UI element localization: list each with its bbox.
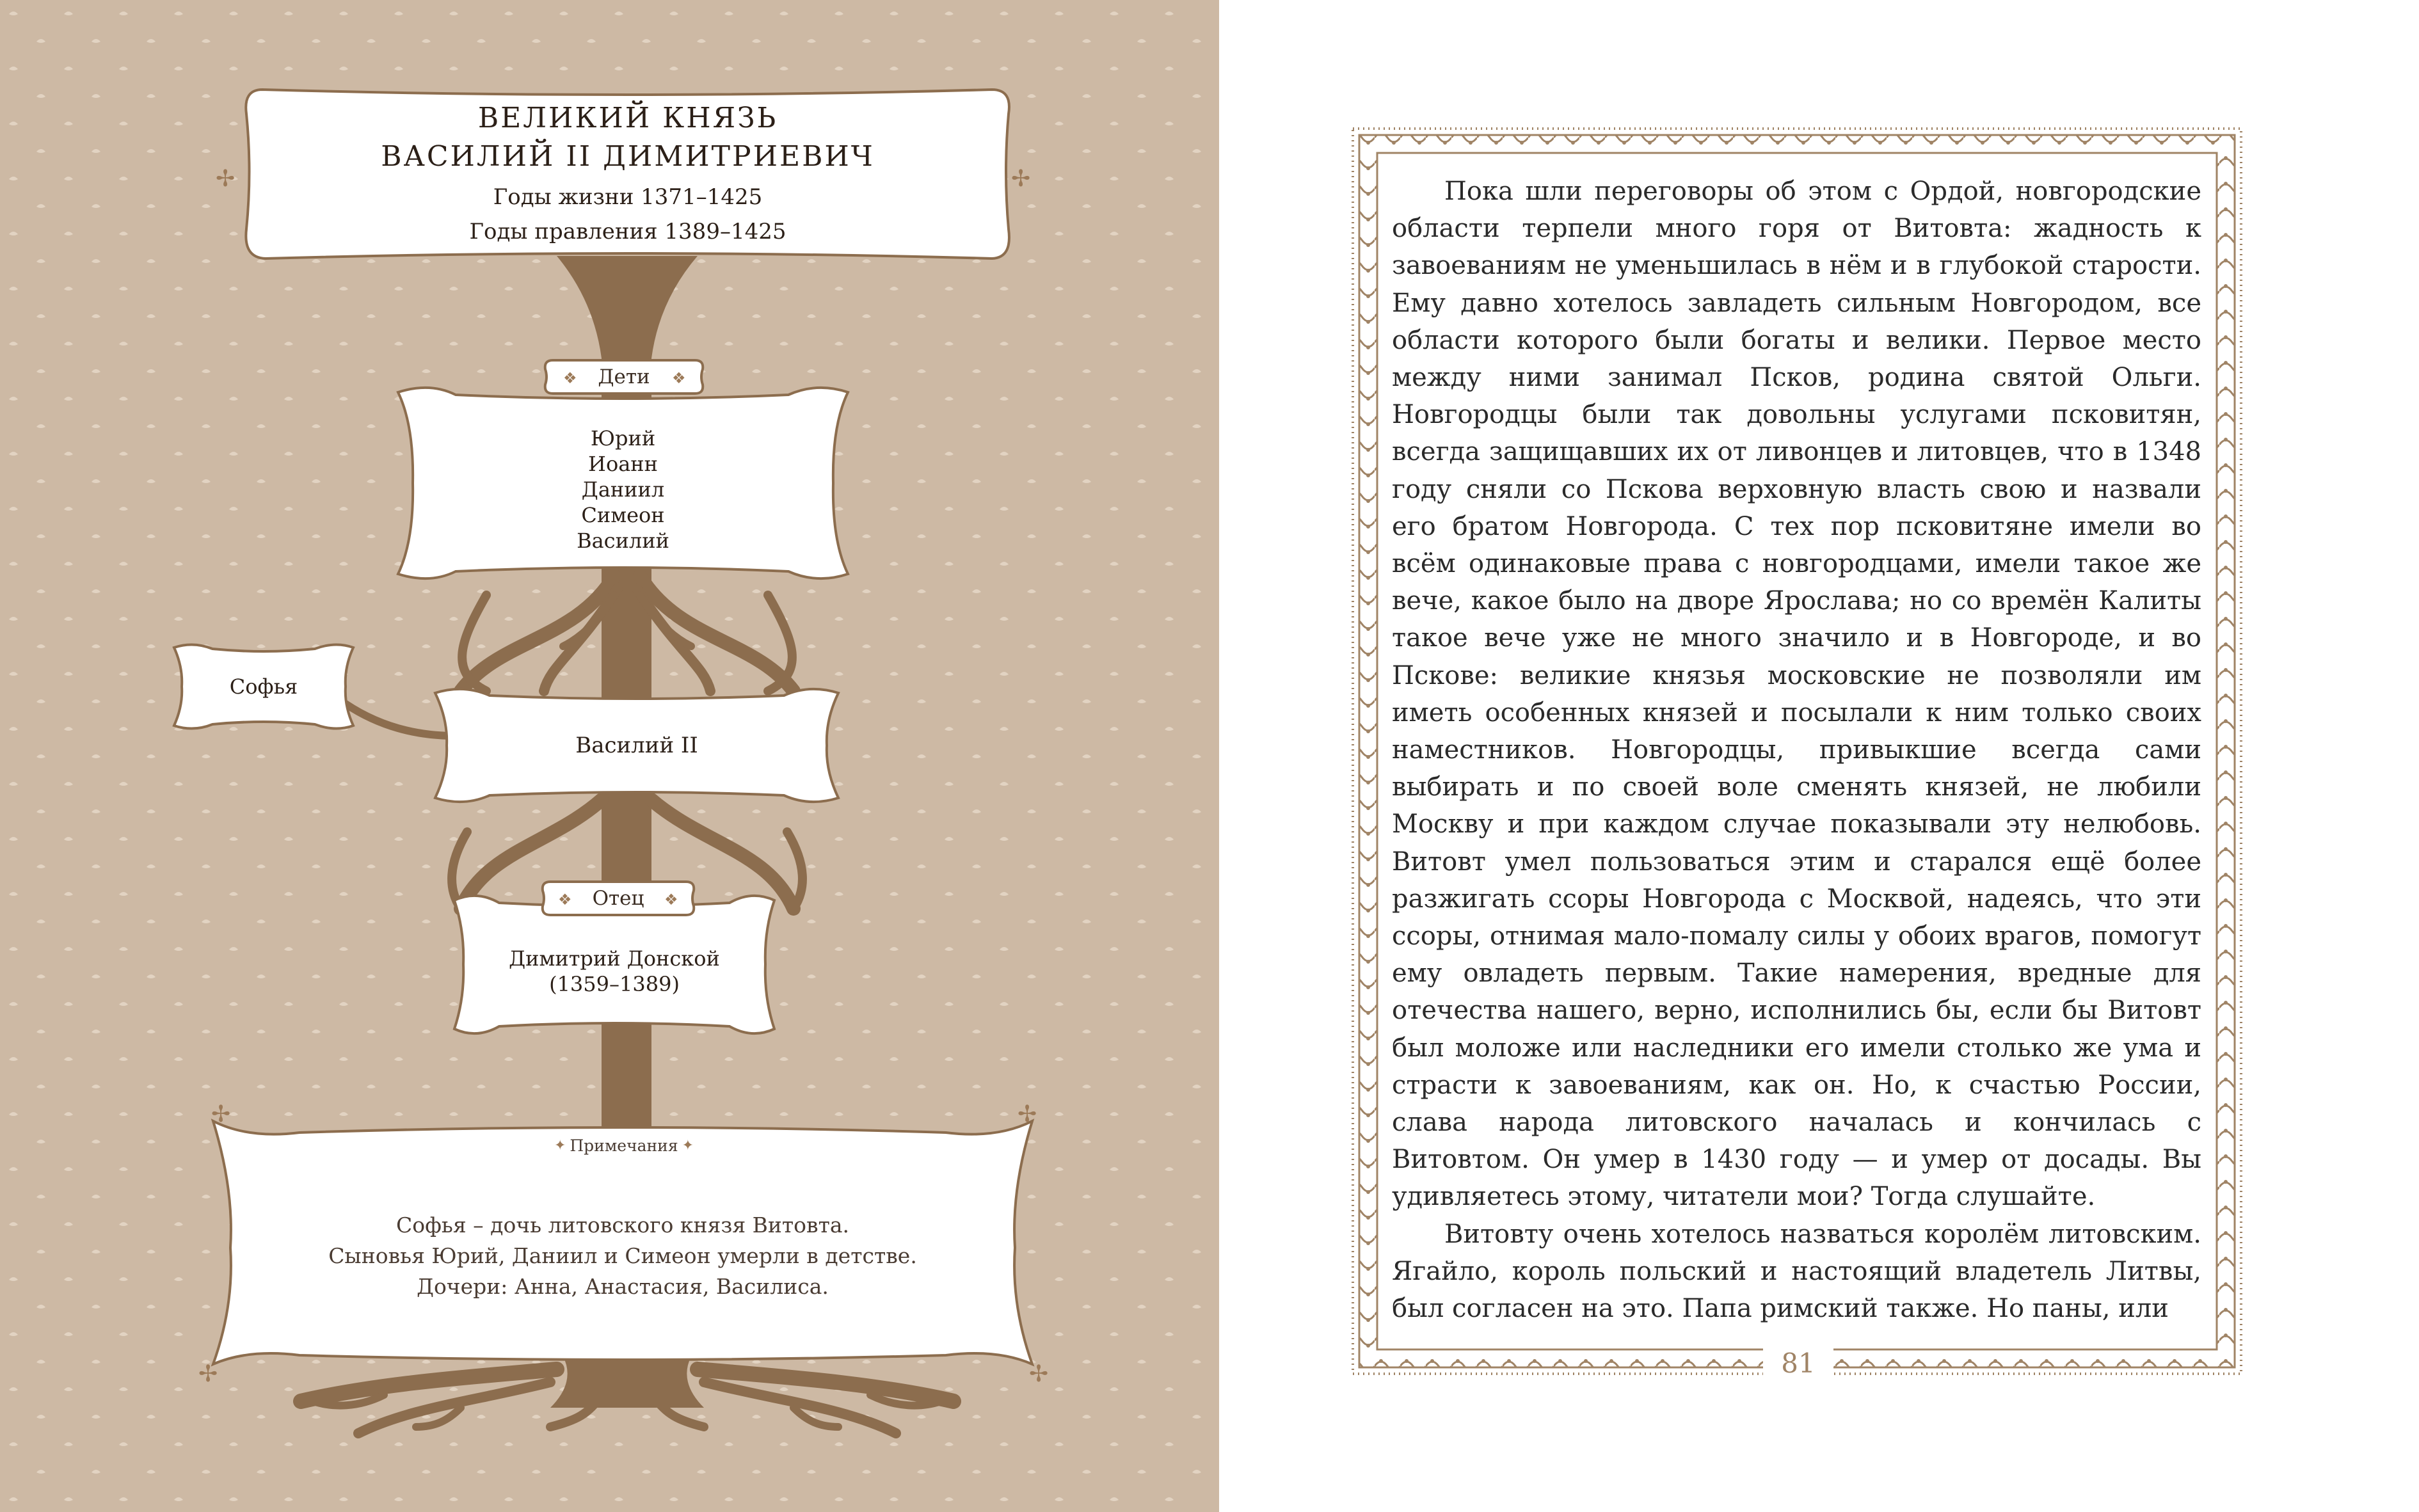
svg-text:❖: ❖ (664, 891, 678, 909)
self-name: Василий II (575, 733, 698, 758)
svg-text:❖: ❖ (563, 369, 577, 387)
notes-label-row (544, 1133, 704, 1158)
children-box (392, 374, 854, 592)
self-box (429, 681, 845, 809)
cross-ornament-icon: ✢ (198, 1361, 218, 1387)
cross-ornament-icon: ✢ (1011, 166, 1031, 192)
diamond-ornament-icon: ✦ (554, 1137, 566, 1154)
cross-ornament-icon: ✢ (1029, 1361, 1049, 1387)
wife-name: Софья (229, 674, 298, 699)
cross-ornament-icon: ✢ (211, 1101, 231, 1127)
child-name: Юрий (590, 426, 656, 450)
notes-label: Примечания (570, 1136, 678, 1155)
years-of-life: Годы жизни 1371–1425 (493, 184, 763, 210)
note-line: Сыновья Юрий, Даниил и Симеон умерли в детстве. (328, 1243, 917, 1268)
children-label-tag (539, 355, 709, 399)
title-scroll (237, 82, 1019, 266)
article-text (1392, 173, 2201, 1327)
cross-ornament-icon: ✢ (216, 166, 236, 192)
note-line: Дочери: Анна, Анастасия, Василиса. (417, 1273, 829, 1299)
wife-box (168, 639, 360, 735)
diamond-ornament-icon: ✦ (682, 1137, 694, 1154)
father-name: Димитрий Донской (509, 946, 720, 971)
child-name: Симеон (581, 503, 665, 527)
children-label: Дети (598, 365, 650, 388)
child-name: Даниил (581, 477, 665, 502)
cross-ornament-icon: ✢ (1018, 1101, 1037, 1127)
father-label-tag (536, 877, 700, 920)
svg-text:❖: ❖ (558, 891, 572, 909)
paragraph: Пока шли переговоры об этом с Ордой, новгородские области терпели много горя от Витовта: жадность к завоеваниям не уменьшилась в нём и в глубокой старости. Ему давно хотелось завладеть сильным Новгородом, все области которого были богаты и велики. Первое место между ними занимал Псков, родина святой Ольги. Новгородцы были так довольны услугами псковитян, всегда защищавших их от ливонцев и литовцев, что в 1348 году сняли со Пскова верховную власть свою и назвали его братом Новгорода. С тех пор псковитяне имели во всём одинаковые права с новгородцами, имели такое же вече, какое было на дворе Ярослава; но со времён Калиты такое вече уже не много значило и в Новгороде, и во Пскове: великие князья московские не позволяли им иметь особенных князей и посылали к ним только своих наместников. Новгородцы, привыкшие всегда сами выбирать и по своей воле сменять князей, не любили Москву и при каждом случае показывали эту нелюбовь. Витовт умел пользоваться этим и старался ещё более разжигать ссоры Новгорода с Москвой, надеясь, что эти ссоры, отнимая мало-помалу силы у обоих врагов, помогут ему овладеть первым. Такие намерения, вредные для отечества нашего, верно, исполнились бы, если бы Витовт был моложе или наследники его имели столько же ума и страсти к завоеваниям, как он. Но, к счастью России, слава народа литовского началась и кончилась с Витовтом. Он умер в 1430 году — и умер от досады. Вы удивляетесь этому, читатели мои? Тогда слушайте. (1392, 177, 2201, 1212)
years-of-reign: Годы правления 1389–1425 (469, 219, 786, 244)
ruler-title-line2: ВАСИЛИЙ II ДИМИТРИЕВИЧ (381, 140, 875, 173)
father-label: Отец (592, 887, 644, 910)
note-line: Софья – дочь литовского князя Витовта. (395, 1212, 850, 1237)
paragraph: Витовту очень хотелось назваться королём литовским. Ягайло, король польский и настоящий владетель Литвы, был согласен на это. Папа римский также. Но паны, или (1392, 1219, 2201, 1324)
page-number: 81 (1763, 1343, 1833, 1383)
child-name: Иоанн (588, 452, 658, 476)
father-years: (1359–1389) (549, 971, 680, 996)
child-name: Василий (577, 529, 669, 553)
ruler-title-line1: ВЕЛИКИЙ КНЯЗЬ (477, 102, 778, 134)
svg-text:❖: ❖ (672, 369, 686, 387)
